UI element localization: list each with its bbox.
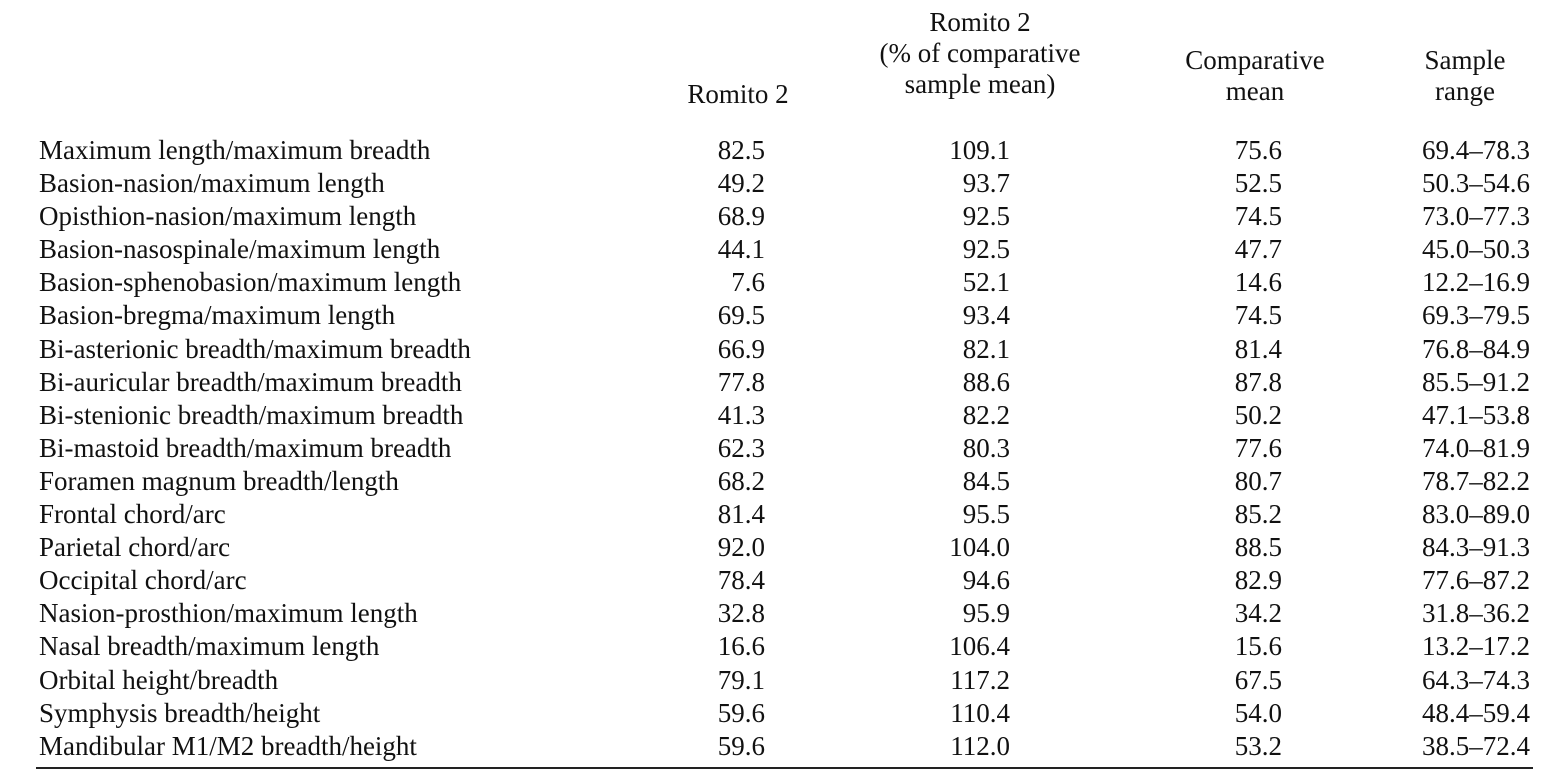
cell-comparative-mean: 52.5	[1234, 168, 1282, 199]
header-percent-of-comparative-mean: Romito 2 (% of comparative sample mean)	[879, 7, 1081, 99]
row-label: Foramen magnum breadth/length	[39, 465, 399, 496]
row-label: Maximum length/maximum breadth	[39, 135, 431, 165]
cell-comparative-mean: 77.6	[1234, 432, 1282, 463]
row-label: Opisthion-nasion/maximum length	[39, 201, 417, 232]
row-label: Bi-mastoid breadth/maximum breadth	[39, 432, 452, 463]
cell-sample-range: 13.2–17.2	[1422, 631, 1530, 662]
cell-sample-range: 84.3–91.3	[1422, 532, 1530, 563]
row-label: Mandibular M1/M2 breadth/height	[39, 730, 417, 761]
cell-sample-range: 74.0–81.9	[1422, 432, 1530, 463]
cell-percent-of-mean: 52.1	[962, 267, 1010, 298]
cell-percent-of-mean: 104.0	[949, 532, 1010, 563]
cell-romito-2: 78.4	[717, 565, 765, 596]
table-row	[0, 399, 1547, 432]
header-sample-range: Sample range	[1424, 45, 1506, 106]
cell-romito-2: 77.8	[717, 366, 765, 397]
cell-percent-of-mean: 92.5	[962, 234, 1010, 265]
cell-sample-range: 83.0–89.0	[1422, 499, 1530, 530]
cell-comparative-mean: 34.2	[1234, 598, 1282, 629]
cell-sample-range: 48.4–59.4	[1422, 697, 1530, 728]
cell-romito-2: 92.0	[717, 532, 765, 563]
cell-sample-range: 50.3–54.6	[1422, 168, 1530, 199]
cell-sample-range: 77.6–87.2	[1422, 565, 1530, 596]
cell-sample-range: 73.0–77.3	[1422, 201, 1530, 232]
cell-percent-of-mean: 117.2	[950, 664, 1010, 695]
table-row	[0, 564, 1547, 597]
table-row	[0, 630, 1547, 663]
row-label: Nasal breadth/maximum length	[39, 631, 380, 662]
cell-comparative-mean: 15.6	[1234, 631, 1282, 662]
cell-romito-2: 44.1	[717, 234, 765, 265]
cell-comparative-mean: 82.9	[1234, 565, 1282, 596]
cell-percent-of-mean: 82.2	[962, 399, 1010, 430]
row-label: Bi-stenionic breadth/maximum breadth	[39, 399, 464, 430]
table-row	[0, 233, 1547, 266]
bottom-rule	[36, 767, 1533, 769]
cell-romito-2: 82.5	[717, 135, 765, 165]
cell-comparative-mean: 14.6	[1234, 267, 1282, 298]
cell-percent-of-mean: 92.5	[962, 201, 1010, 232]
cell-sample-range: 45.0–50.3	[1422, 234, 1530, 265]
table-row	[0, 730, 1547, 763]
cell-romito-2: 62.3	[717, 432, 765, 463]
table-row	[0, 333, 1547, 366]
cell-sample-range: 47.1–53.8	[1422, 399, 1530, 430]
cell-percent-of-mean: 110.4	[950, 697, 1010, 728]
table-row	[0, 299, 1547, 332]
cell-sample-range: 76.8–84.9	[1422, 333, 1530, 364]
table-row	[0, 134, 1547, 167]
cell-sample-range: 78.7–82.2	[1422, 465, 1530, 496]
cell-comparative-mean: 53.2	[1234, 730, 1282, 761]
cell-comparative-mean: 85.2	[1234, 499, 1282, 530]
cell-romito-2: 49.2	[717, 168, 765, 199]
table-row	[0, 167, 1547, 200]
cell-romito-2: 16.6	[717, 631, 765, 662]
cell-comparative-mean: 67.5	[1234, 664, 1282, 695]
table-row	[0, 266, 1547, 299]
header-comparative-mean: Comparative mean	[1185, 45, 1325, 106]
table-row	[0, 200, 1547, 233]
cell-percent-of-mean: 82.1	[962, 333, 1010, 364]
cell-sample-range: 38.5–72.4	[1422, 730, 1530, 761]
cell-percent-of-mean: 112.0	[950, 730, 1010, 761]
cell-comparative-mean: 54.0	[1234, 697, 1282, 728]
cell-romito-2: 68.2	[717, 465, 765, 496]
row-label: Parietal chord/arc	[39, 532, 231, 563]
cell-romito-2: 7.6	[731, 267, 765, 298]
row-label: Basion-bregma/maximum length	[39, 300, 396, 331]
cell-percent-of-mean: 94.6	[962, 565, 1010, 596]
row-label: Frontal chord/arc	[39, 499, 226, 530]
cell-percent-of-mean: 84.5	[962, 465, 1010, 496]
row-label: Basion-sphenobasion/maximum length	[39, 267, 462, 298]
cell-romito-2: 66.9	[717, 333, 765, 364]
table-row	[0, 465, 1547, 498]
cell-comparative-mean: 81.4	[1234, 333, 1282, 364]
cell-percent-of-mean: 93.4	[962, 300, 1010, 331]
cell-comparative-mean: 50.2	[1234, 399, 1282, 430]
table-row	[0, 531, 1547, 564]
cell-comparative-mean: 88.5	[1234, 532, 1282, 563]
cell-sample-range: 85.5–91.2	[1422, 366, 1530, 397]
cell-comparative-mean: 80.7	[1234, 465, 1282, 496]
table-body	[0, 134, 1547, 763]
cell-romito-2: 41.3	[717, 399, 765, 430]
cell-sample-range: 31.8–36.2	[1422, 598, 1530, 629]
cell-romito-2: 59.6	[717, 697, 765, 728]
row-label: Basion-nasion/maximum length	[39, 168, 385, 199]
cell-sample-range: 12.2–16.9	[1422, 267, 1530, 298]
cell-romito-2: 69.5	[717, 300, 765, 331]
cell-comparative-mean: 74.5	[1234, 300, 1282, 331]
row-label: Orbital height/breadth	[39, 664, 279, 695]
cell-percent-of-mean: 106.4	[949, 631, 1010, 662]
table-row	[0, 498, 1547, 531]
cell-percent-of-mean: 95.9	[962, 598, 1010, 629]
header-romito-2: Romito 2	[687, 79, 789, 109]
cell-romito-2: 81.4	[717, 499, 765, 530]
table-row	[0, 664, 1547, 697]
row-label: Basion-nasospinale/maximum length	[39, 234, 441, 265]
row-label: Bi-auricular breadth/maximum breadth	[39, 366, 462, 397]
table-row	[0, 366, 1547, 399]
cell-comparative-mean: 75.6	[1234, 135, 1282, 165]
cell-percent-of-mean: 88.6	[962, 366, 1010, 397]
table-row	[0, 597, 1547, 630]
cell-percent-of-mean: 109.1	[949, 135, 1010, 165]
cell-comparative-mean: 87.8	[1234, 366, 1282, 397]
cell-comparative-mean: 47.7	[1234, 234, 1282, 265]
cell-sample-range: 69.3–79.5	[1422, 300, 1530, 331]
cell-percent-of-mean: 93.7	[962, 168, 1010, 199]
row-label: Symphysis breadth/height	[39, 697, 321, 728]
cell-percent-of-mean: 95.5	[962, 499, 1010, 530]
cell-romito-2: 32.8	[717, 598, 765, 629]
cell-romito-2: 68.9	[717, 201, 765, 232]
cell-sample-range: 64.3–74.3	[1422, 664, 1530, 695]
table-row	[0, 697, 1547, 730]
row-label: Bi-asterionic breadth/maximum breadth	[39, 333, 471, 364]
row-label: Occipital chord/arc	[39, 565, 247, 596]
cell-sample-range: 69.4–78.3	[1422, 135, 1530, 165]
cell-romito-2: 59.6	[717, 730, 765, 761]
cell-percent-of-mean: 80.3	[962, 432, 1010, 463]
row-label: Nasion-prosthion/maximum length	[39, 598, 418, 629]
cell-comparative-mean: 74.5	[1234, 201, 1282, 232]
cell-romito-2: 79.1	[717, 664, 765, 695]
table-row	[0, 432, 1547, 465]
